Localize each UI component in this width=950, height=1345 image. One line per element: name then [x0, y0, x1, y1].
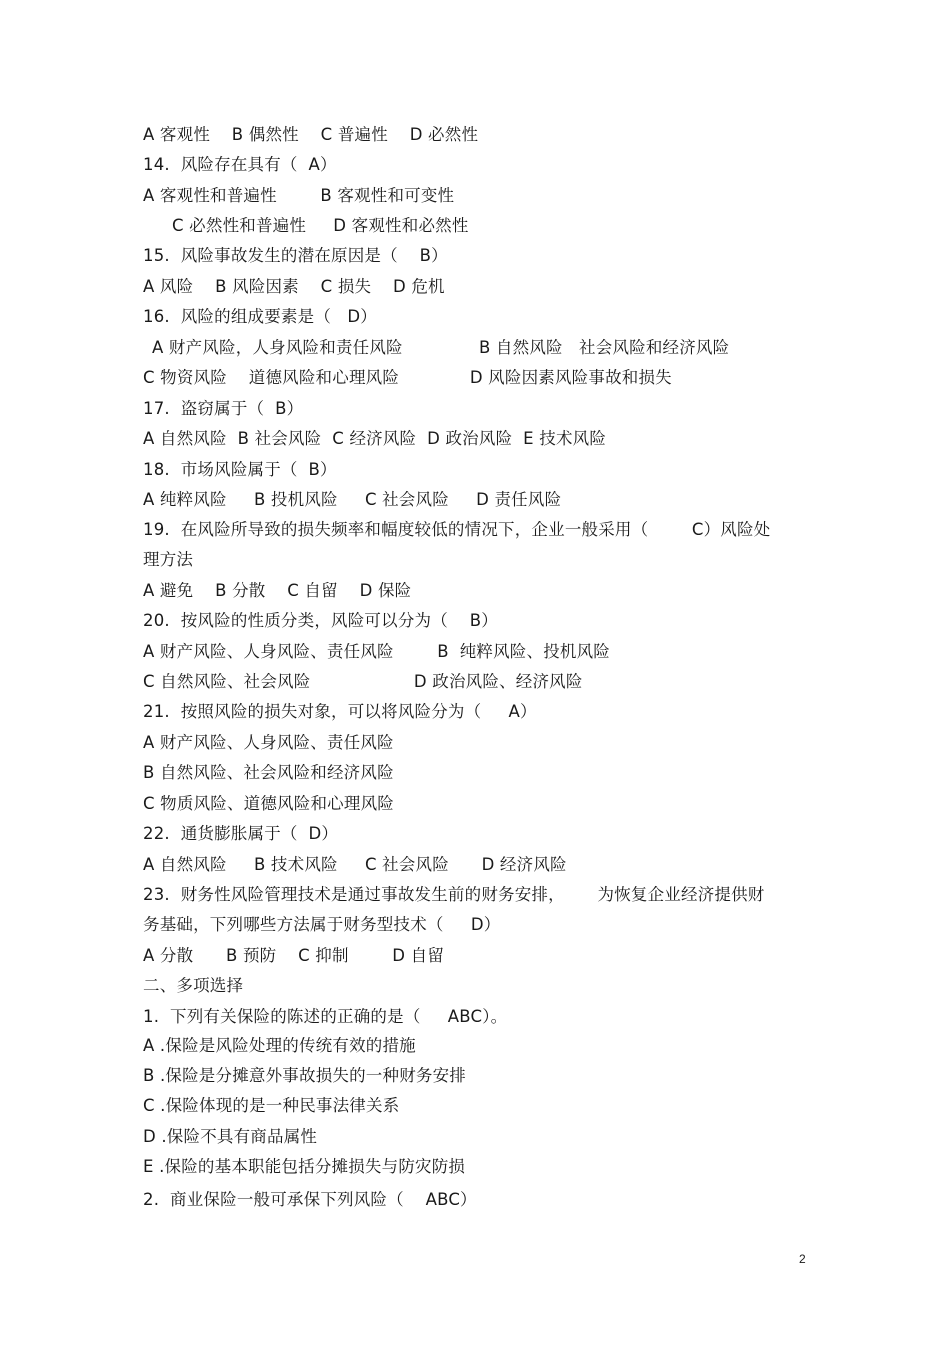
text-line: B .保险是分摊意外事故损失的一种财务安排	[143, 1066, 467, 1085]
text-line: D .保险不具有商品属性	[143, 1127, 318, 1146]
text-line: C 物资风险 道德风险和心理风险 D 风险因素风险事故和损失	[143, 368, 672, 387]
text-line: A 客观性和普遍性 B 客观性和可变性	[143, 186, 455, 205]
question-21: 21. 按照风险的损失对象，可以将风险分为（ A）	[143, 702, 537, 721]
text-line: A 财产风险、人身风险、责任风险 B 纯粹风险、投机风险	[143, 642, 611, 661]
question-16: 16. 风险的组成要素是（ D）	[143, 307, 377, 326]
text-line: A 自然风险 B 技术风险 C 社会风险 D 经济风险	[143, 855, 567, 874]
question-15: 15. 风险事故发生的潜在原因是（ B）	[143, 246, 448, 265]
section-heading: 二、多项选择	[143, 976, 244, 995]
text-line: 理方法	[143, 550, 194, 569]
question-18: 18. 市场风险属于（ B）	[143, 460, 337, 479]
text-line: A 财产风险、人身风险、责任风险	[143, 733, 394, 752]
text-line: C .保险体现的是一种民事法律关系	[143, 1096, 400, 1115]
question-23: 23. 财务性风险管理技术是通过事故发生前的财务安排， 为恢复企业经济提供财	[143, 885, 765, 904]
question-multi-1: 1. 下列有关保险的陈述的正确的是（ ABC）。	[143, 1007, 508, 1026]
text-line: A 避免 B 分散 C 自留 D 保险	[143, 581, 412, 600]
text-line: 务基础，下列哪些方法属于财务型技术（ D）	[143, 915, 501, 934]
text-line: A 财产风险，人身风险和责任风险 B 自然风险 社会风险和经济风险	[152, 338, 730, 357]
text-line: A .保险是风险处理的传统有效的措施	[143, 1036, 416, 1055]
text-line: C 必然性和普遍性 D 客观性和必然性	[172, 216, 469, 235]
text-line: A 风险 B 风险因素 C 损失 D 危机	[143, 277, 445, 296]
question-14: 14. 风险存在具有（ A）	[143, 155, 337, 174]
text-line: A 分散 B 预防 C 抑制 D 自留	[143, 946, 445, 965]
text-line: B 自然风险、社会风险和经济风险	[143, 763, 394, 782]
question-19: 19. 在风险所导致的损失频率和幅度较低的情况下，企业一般采用（ C）风险处	[143, 520, 771, 539]
question-17: 17. 盗窃属于（ B）	[143, 399, 304, 418]
text-line: A 纯粹风险 B 投机风险 C 社会风险 D 责任风险	[143, 490, 562, 509]
text-line: A 客观性 B 偶然性 C 普遍性 D 必然性	[143, 125, 479, 144]
question-multi-2: 2. 商业保险一般可承保下列风险（ ABC）	[143, 1190, 477, 1209]
text-line: C 物质风险、道德风险和心理风险	[143, 794, 394, 813]
text-line: C 自然风险、社会风险 D 政治风险、经济风险	[143, 672, 583, 691]
text-line: A 自然风险 B 社会风险 C 经济风险 D 政治风险 E 技术风险	[143, 429, 607, 448]
text-line: E .保险的基本职能包括分摊损失与防灾防损	[143, 1157, 466, 1176]
page-number: 2	[799, 1252, 806, 1266]
question-20: 20. 按风险的性质分类，风险可以分为（ B）	[143, 611, 498, 630]
question-22: 22. 通货膨胀属于（ D）	[143, 824, 339, 843]
